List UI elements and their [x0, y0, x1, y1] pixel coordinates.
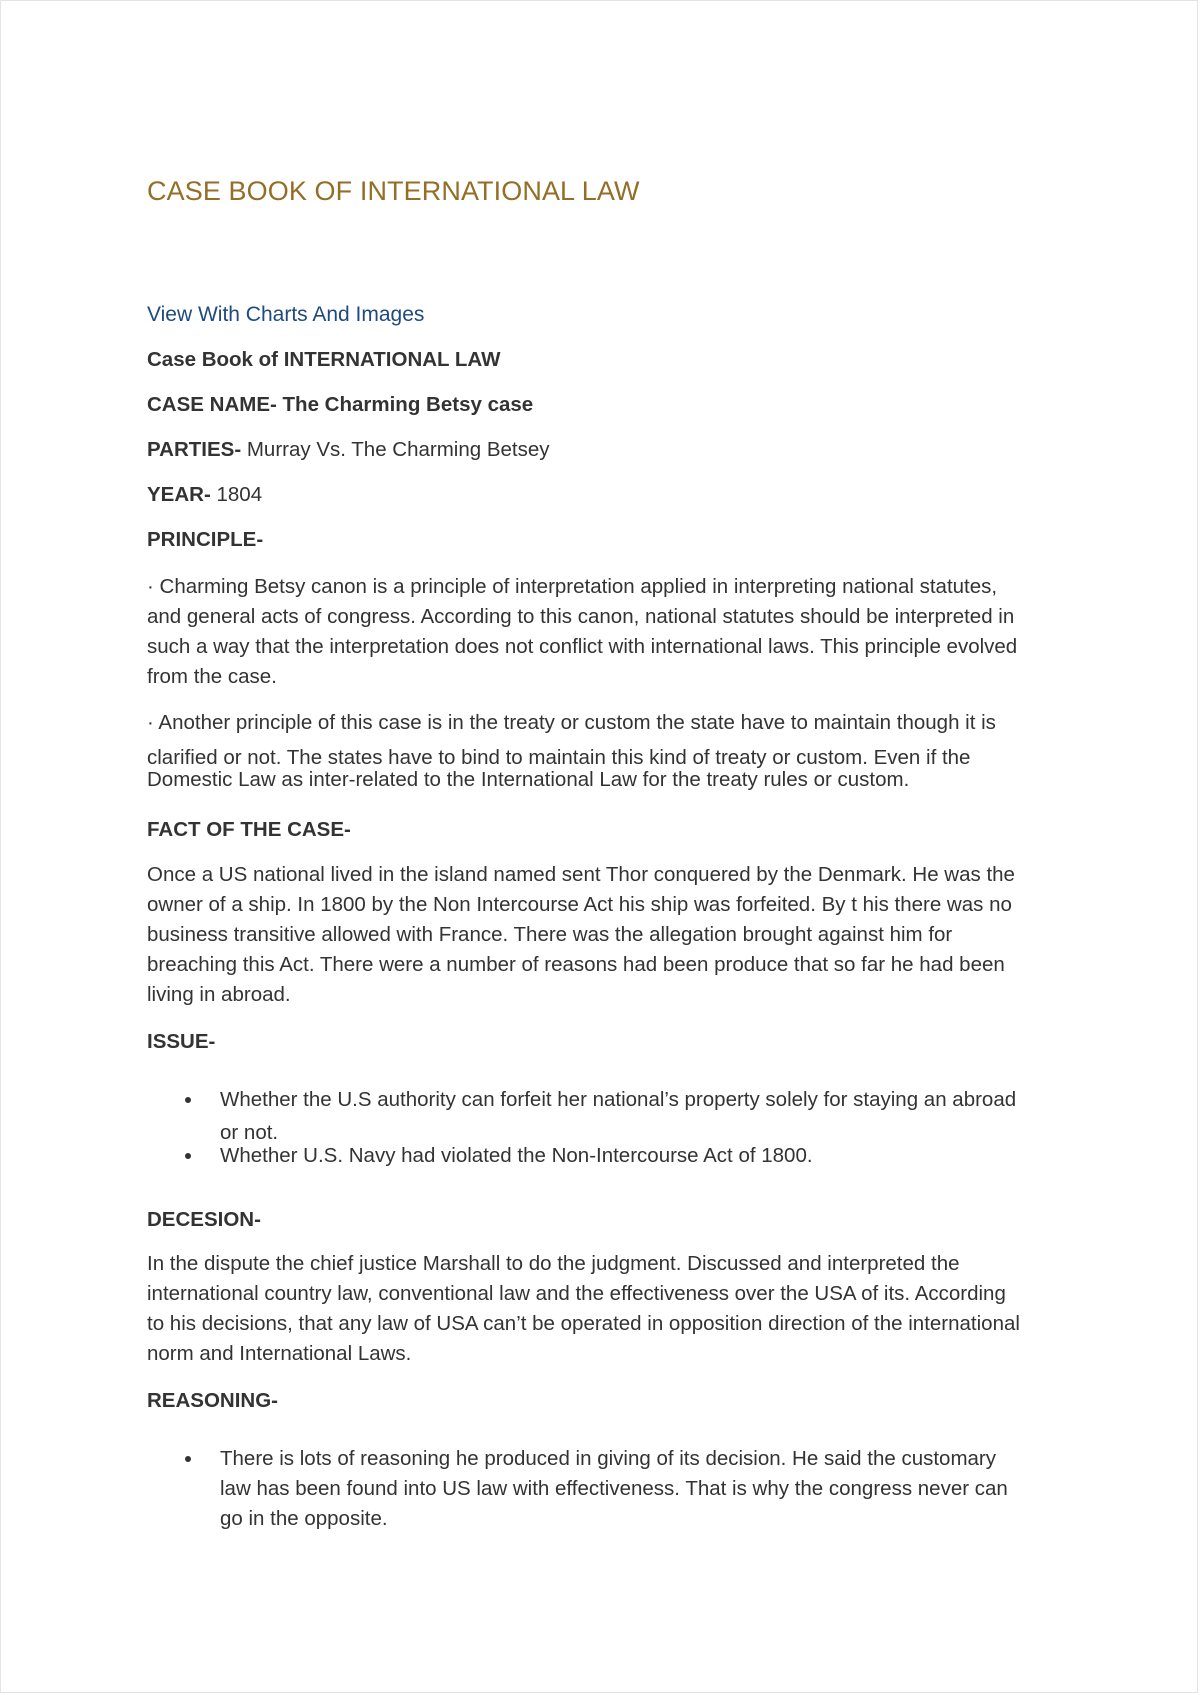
bullet-dot-icon: · — [147, 711, 154, 734]
facts-line-5: living in abroad. — [147, 983, 291, 1006]
parties-label: PARTIES- — [147, 438, 242, 461]
facts-line-1: Once a US national lived in the island named sent Thor conquered by the Denmark. He was the — [147, 863, 1015, 886]
list-item: Whether U.S. Navy had violated the Non-Intercourse Act of 1800. — [147, 1145, 1067, 1167]
decision-line-1: In the dispute the chief justice Marshall to do the judgment. Discussed and interpreted the — [147, 1252, 960, 1275]
year-value: 1804 — [210, 483, 263, 506]
list-item: Whether the U.S authority can forfeit her national’s property solely for staying an abroad or not. — [147, 1085, 1067, 1143]
facts-heading: FACT OF THE CASE- — [147, 818, 351, 841]
decision-line-4: norm and International Laws. — [147, 1342, 412, 1365]
list-item: There is lots of reasoning he produced in giving of its decision. He said the customary law has been found into US law with effectiveness. That is why the congress never can go in the opposite. — [147, 1444, 1067, 1534]
principle-item-2-continued — [147, 747, 1067, 791]
issue-heading: ISSUE- — [147, 1030, 216, 1053]
year-line — [147, 483, 1067, 507]
decision-line-3: to his decisions, that any law of USA can’t be operated in opposition direction of the international — [147, 1312, 1020, 1335]
facts-line-4: breaching this Act. There were a number of reasons had been produce that so far he had been — [147, 953, 1005, 976]
principle-item-2 — [147, 708, 1067, 738]
principle-item-1-line-3: such a way that the interpretation does not conflict with international laws. This principle evolved — [147, 635, 1018, 658]
decision-heading: DECESION- — [147, 1208, 261, 1231]
principle-item-2-line-3: Domestic Law as inter-related to the International Law for the treaty rules or custom. — [147, 768, 910, 791]
book-heading: Case Book of INTERNATIONAL LAW — [147, 348, 501, 371]
bullet-icon — [185, 1153, 191, 1159]
principle-heading: PRINCIPLE- — [147, 528, 264, 551]
issue-list — [147, 1085, 1067, 1167]
reasoning-heading: REASONING- — [147, 1389, 278, 1412]
decision-paragraph — [147, 1249, 1067, 1369]
bullet-dot-icon: · — [147, 575, 154, 598]
facts-line-3: business transitive allowed with France. There was the allegation brought against him for — [147, 923, 953, 946]
parties-line — [147, 438, 1067, 462]
case-name: CASE NAME- The Charming Betsy case — [147, 393, 534, 416]
principle-item-2-line-1: · Another principle of this case is in the treaty or custom the state have to maintain though it is — [147, 711, 996, 734]
principle-item-1-line-1: · Charming Betsy canon is a principle of interpretation applied in interpreting national statutes, — [147, 575, 998, 598]
year-label: YEAR- — [147, 483, 211, 506]
facts-line-2: owner of a ship. In 1800 by the Non Intercourse Act his ship was forfeited. By t his there was no — [147, 893, 1012, 916]
parties-value: Murray Vs. The Charming Betsey — [241, 438, 550, 461]
document-title: CASE BOOK OF INTERNATIONAL LAW — [147, 176, 640, 206]
principle-item-1-line-2: and general acts of congress. According to this canon, national statutes should be interpreted in — [147, 605, 1015, 628]
decision-line-2: international country law, conventional law and the effectiveness over the USA of its. According — [147, 1282, 1006, 1305]
principle-item-2-line-2: clarified or not. The states have to bind to maintain this kind of treaty or custom. Even if the — [147, 746, 971, 769]
principle-item-1-line-4: from the case. — [147, 665, 277, 688]
reasoning-list — [147, 1444, 1067, 1534]
facts-paragraph — [147, 860, 1067, 1010]
view-with-charts-link[interactable]: View With Charts And Images — [147, 303, 425, 326]
principle-item-1 — [147, 572, 1067, 692]
bullet-icon — [185, 1456, 191, 1462]
bullet-icon — [185, 1097, 191, 1103]
